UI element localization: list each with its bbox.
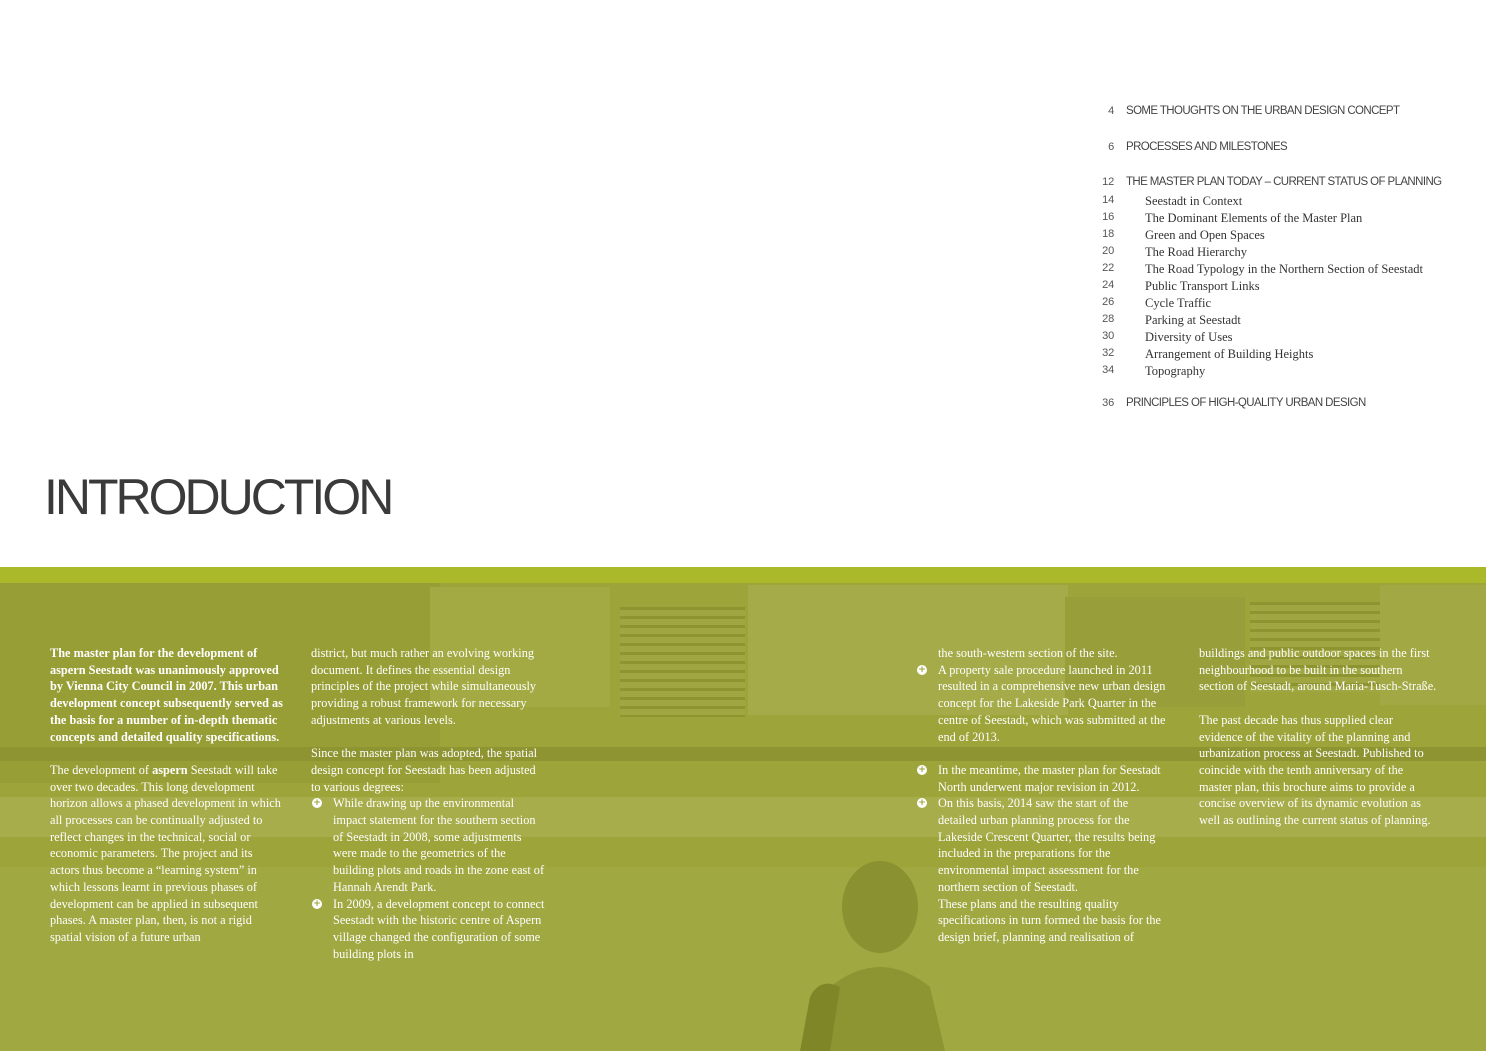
text-column-1 xyxy=(50,645,285,962)
toc-subtitle: The Road Typology in the Northern Section of Seestadt xyxy=(1145,262,1424,276)
text-column-3 xyxy=(916,645,1168,946)
toc-page-number: 4 xyxy=(1108,105,1114,117)
toc-subentry[interactable] xyxy=(1040,330,1460,347)
text-column-4 xyxy=(1199,645,1439,845)
toc-subtitle: Diversity of Uses xyxy=(1145,330,1233,344)
toc-subtitle: Arrangement of Building Heights xyxy=(1145,347,1314,361)
toc-subentry[interactable] xyxy=(1040,279,1460,296)
toc-page-number: 28 xyxy=(1102,313,1114,325)
plus-circle-icon: + xyxy=(313,898,321,909)
page-title: INTRODUCTION xyxy=(44,469,392,525)
toc-page-number: 24 xyxy=(1102,279,1114,291)
toc-page-number: 22 xyxy=(1102,262,1114,274)
toc-subtitle: Cycle Traffic xyxy=(1145,296,1212,310)
lead-paragraph: The master plan for the development of aspern Seestadt was unanimously approved by Vienna City Council in 2007. This urban development concept subsequently served as the basis for a number of in-depth thematic concepts and detailed quality specifications. xyxy=(50,646,283,744)
bullet-item: + On this basis, 2014 saw the start of the detailed urban planning process for the Lakeside Crescent Quarter, the results being included in the preparations for the environmental impact assessment for the northern section of Seestadt. xyxy=(918,796,1156,894)
toc-subtitle: Topography xyxy=(1145,364,1206,378)
toc-page-number: 34 xyxy=(1102,364,1114,376)
toc-page-number: 6 xyxy=(1108,141,1114,153)
bullet-item: + While drawing up the environmental impact statement for the southern section of Seestadt in 2008, some adjustments were made to the geometrics of the building plots and roads in the zone east of Hannah Arendt Park. xyxy=(313,796,545,894)
toc-page-number: 36 xyxy=(1102,397,1114,409)
toc-subentry[interactable] xyxy=(1040,364,1460,381)
toc-subentry[interactable] xyxy=(1040,245,1460,262)
toc-subentry[interactable] xyxy=(1040,228,1460,245)
toc-subentry[interactable] xyxy=(1040,262,1460,279)
bullet-item: + In the meantime, the master plan for Seestadt North underwent major revision in 2012. xyxy=(918,762,1161,794)
toc-page-number: 12 xyxy=(1102,176,1114,188)
toc-subtitle: Green and Open Spaces xyxy=(1145,228,1265,242)
body-paragraph: Since the master plan was adopted, the spatial design concept for Seestadt has been adjusted to various degrees: xyxy=(311,746,538,794)
toc-entry[interactable] xyxy=(1040,397,1460,414)
toc-page-number: 16 xyxy=(1102,211,1114,223)
plus-circle-icon: + xyxy=(313,798,321,809)
toc-subentry[interactable] xyxy=(1040,313,1460,330)
toc-subentry[interactable] xyxy=(1040,194,1460,211)
table-of-contents xyxy=(1040,105,1460,414)
toc-title: PRINCIPLES OF HIGH-QUALITY URBAN DESIGN xyxy=(1126,397,1366,409)
accent-band xyxy=(0,567,1486,583)
toc-entry[interactable] xyxy=(1040,141,1460,158)
toc-page-number: 26 xyxy=(1102,296,1114,308)
text-column-2 xyxy=(311,645,546,962)
toc-entry[interactable] xyxy=(1040,176,1460,194)
toc-subtitle: Public Transport Links xyxy=(1145,279,1260,293)
body-paragraph: These plans and the resulting quality specifications in turn formed the basis for the design brief, planning and realisation of xyxy=(938,896,1161,944)
toc-subentry[interactable] xyxy=(1040,296,1460,313)
toc-title: SOME THOUGHTS ON THE URBAN DESIGN CONCEPT xyxy=(1126,105,1400,117)
body-paragraph: The development of aspern Seestadt will take over two decades. This long development horizon allows a phased development in which all processes can be continually adjusted to reflect changes in the technical, social or economic parameters. The project and its actors thus become a “learning system” in which lessons learnt in previous phases of development can be applied in subsequent phases. A master plan, then, is not a rigid spatial vision of a future urban xyxy=(50,762,281,944)
toc-page-number: 18 xyxy=(1102,228,1114,240)
body-paragraph: buildings and public outdoor spaces in the first neighbourhood to be built in the southern section of Seestadt, around Maria-Tusch-Straße. xyxy=(1199,646,1437,694)
toc-title: THE MASTER PLAN TODAY – CURRENT STATUS OF PLANNING xyxy=(1126,176,1442,188)
toc-subentry[interactable] xyxy=(1040,347,1460,364)
body-paragraph: district, but much rather an evolving working document. It defines the essential design principles of the project while simultaneously providing a robust framework for necessary adjustments at various levels. xyxy=(311,646,537,727)
toc-entry[interactable] xyxy=(1040,105,1460,122)
toc-page-number: 32 xyxy=(1102,347,1114,359)
plus-circle-icon: + xyxy=(918,764,926,775)
toc-page-number: 30 xyxy=(1102,330,1114,342)
toc-subtitle: The Road Hierarchy xyxy=(1145,245,1248,259)
body-paragraph: the south-western section of the site. xyxy=(938,646,1118,660)
toc-page-number: 20 xyxy=(1102,245,1114,257)
toc-page-number: 14 xyxy=(1102,194,1114,206)
toc-subtitle: Seestadt in Context xyxy=(1145,194,1243,208)
toc-subtitle: The Dominant Elements of the Master Plan xyxy=(1145,211,1363,225)
plus-circle-icon: + xyxy=(918,798,926,809)
plus-circle-icon: + xyxy=(918,664,926,675)
body-paragraph: The past decade has thus supplied clear evidence of the vitality of the planning and urbanization process at Seestadt. Published to coincide with the tenth anniversary of the master plan, this brochure aims to provide a concise overview of its dynamic evolution as well as outlining the current status of planning. xyxy=(1199,712,1431,828)
toc-title: PROCESSES AND MILESTONES xyxy=(1126,141,1288,153)
toc-subentry[interactable] xyxy=(1040,211,1460,228)
bullet-item: + A property sale procedure launched in 2011 resulted in a comprehensive new urban design concept for the Lakeside Park Quarter in the centre of Seestadt, which was submitted at the end of 2013. xyxy=(918,662,1166,744)
bullet-item: + In 2009, a development concept to connect Seestadt with the historic centre of Aspern village changed the configuration of some building plots in xyxy=(313,896,545,961)
toc-subtitle: Parking at Seestadt xyxy=(1145,313,1241,327)
